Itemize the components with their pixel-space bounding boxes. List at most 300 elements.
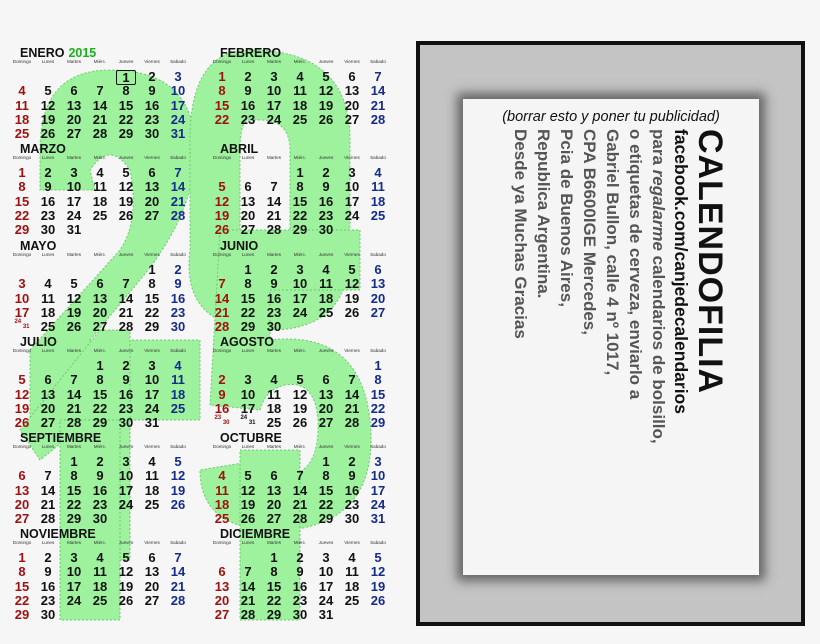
day-cell: 28 bbox=[292, 511, 308, 527]
weekday-header: Jueves bbox=[118, 444, 134, 449]
day-cell: 27 bbox=[144, 207, 160, 223]
weekday-header: Domingo bbox=[12, 252, 32, 257]
day-cell: 28 bbox=[266, 222, 282, 238]
day-cell: 2 bbox=[218, 372, 226, 388]
weekday-header: Martes bbox=[266, 348, 282, 353]
day-cell: 9 bbox=[270, 276, 278, 292]
message-line-2: o etiquetas de cerveza, enviarlo a bbox=[626, 129, 645, 400]
day-cell: 29 bbox=[92, 415, 108, 431]
day-cell: 9 bbox=[218, 386, 226, 402]
card-title: CALENDOFILIA bbox=[691, 129, 729, 395]
day-cell: 22 bbox=[144, 304, 160, 320]
day-cell: 1 bbox=[218, 69, 226, 84]
day-cell: 29 bbox=[118, 126, 134, 142]
day-cell: 6 bbox=[348, 69, 356, 84]
day-cell: 18 bbox=[92, 193, 108, 209]
day-cell: 26 bbox=[214, 222, 230, 238]
day-cell: 8 bbox=[218, 83, 226, 99]
day-cell: 2 bbox=[270, 262, 278, 277]
day-cell: 8 bbox=[122, 83, 130, 99]
weekday-header: Sabado bbox=[370, 252, 386, 257]
day-cell: 10 bbox=[240, 386, 256, 402]
day-cell: 3 bbox=[348, 165, 356, 180]
weekday-header: Jueves bbox=[318, 540, 334, 545]
day-cell: 30 bbox=[292, 607, 308, 623]
day-cell: 13 bbox=[40, 386, 56, 402]
day-cell: 6 bbox=[44, 372, 52, 388]
day-cell: 3 bbox=[70, 165, 78, 180]
weekday-header: Jueves bbox=[118, 348, 134, 353]
day-cell: 20 bbox=[214, 592, 230, 608]
day-cell: 27 bbox=[14, 511, 30, 527]
day-cell: 4 bbox=[296, 69, 304, 84]
day-cell: 25 bbox=[40, 319, 56, 335]
day-cell: 14 bbox=[40, 482, 56, 498]
day-cell: 5 bbox=[70, 276, 78, 292]
weekday-header: Martes bbox=[66, 59, 82, 64]
day-cell: 16 bbox=[92, 482, 108, 498]
day-cell: 17 bbox=[144, 386, 160, 402]
day-cell: 18 bbox=[266, 400, 282, 416]
day-cell: 2 bbox=[148, 69, 156, 84]
day-cell: 12 bbox=[214, 193, 230, 209]
day-cell: 23 bbox=[266, 304, 282, 320]
day-cell: 16 bbox=[266, 290, 282, 306]
weekday-header: Martes bbox=[266, 155, 282, 160]
day-cell: 31 bbox=[318, 607, 334, 623]
weekday-header: Sabado bbox=[170, 59, 186, 64]
month-name bbox=[20, 142, 66, 156]
day-cell: 21 bbox=[214, 304, 230, 320]
day-cell: 6 bbox=[270, 468, 278, 484]
day-cell: 7 bbox=[374, 69, 382, 84]
day-cell: 28 bbox=[214, 319, 230, 335]
weekday-header: Miérc. bbox=[293, 59, 307, 64]
day-cell: 11 bbox=[93, 179, 107, 195]
day-cell: 23 bbox=[118, 400, 134, 416]
day-cell: 10 bbox=[170, 83, 186, 99]
day-cell: 5 bbox=[244, 468, 252, 484]
day-cell: 25 bbox=[266, 415, 282, 431]
month-label: ENERO bbox=[20, 46, 65, 60]
message-line-5: Pcia de Buenos Aires, bbox=[557, 129, 576, 307]
day-cell: 14 bbox=[240, 578, 256, 594]
weekday-header: Lunes bbox=[241, 59, 255, 64]
day-cell: 26 bbox=[240, 511, 256, 527]
weekday-header: Lunes bbox=[241, 348, 255, 353]
day-cell: 26 bbox=[118, 592, 134, 608]
month-label: DICIEMBRE bbox=[220, 527, 291, 541]
day-cell: 24 bbox=[266, 111, 282, 127]
day-cell: 22 bbox=[266, 592, 282, 608]
day-cell: 11 bbox=[145, 468, 159, 484]
day-cell: 29 bbox=[14, 607, 30, 623]
day-cell: 11 bbox=[293, 83, 307, 99]
month-label: NOVIEMBRE bbox=[20, 527, 96, 541]
day-cell: 1 bbox=[70, 454, 78, 469]
month-julio bbox=[10, 335, 200, 431]
day-cell: 12 bbox=[318, 83, 334, 99]
day-cell: 8 bbox=[18, 179, 26, 195]
month-label: JULIO bbox=[20, 335, 57, 349]
weekday-header: Sabado bbox=[370, 59, 386, 64]
weekday-header: Martes bbox=[266, 252, 282, 257]
day-cell: 10 bbox=[370, 468, 386, 484]
day-cell: 5 bbox=[122, 165, 130, 180]
day-cell: 5 bbox=[296, 372, 304, 388]
weekday-header: Domingo bbox=[12, 348, 32, 353]
day-cell: 10 bbox=[266, 83, 282, 99]
month-name bbox=[220, 527, 290, 541]
month-junio bbox=[210, 239, 400, 335]
day-cell: 29 bbox=[144, 319, 160, 335]
day-cell: 9 bbox=[174, 276, 182, 292]
day-cell: 5 bbox=[174, 454, 182, 469]
day-cell: 17 bbox=[66, 193, 82, 209]
weekday-header: Jueves bbox=[118, 155, 134, 160]
day-cell: 2 bbox=[244, 69, 252, 84]
day-cell: 5 bbox=[44, 83, 52, 99]
day-cell: 2 bbox=[44, 165, 52, 180]
day-cell: 27 bbox=[240, 222, 256, 238]
day-cell: 21 bbox=[170, 578, 186, 594]
day-cell: 20 bbox=[92, 304, 108, 320]
day-cell: 12 bbox=[118, 564, 134, 580]
day-cell: 31 bbox=[370, 511, 386, 527]
day-cell: 1 bbox=[244, 262, 252, 277]
weekday-header: Sabado bbox=[370, 540, 386, 545]
weekday-header: Domingo bbox=[212, 348, 232, 353]
day-cell: 29 bbox=[240, 319, 256, 335]
day-cell: 12 bbox=[170, 468, 186, 484]
highlighted-day-cell: 1 bbox=[116, 70, 136, 85]
day-cell: 11 bbox=[345, 564, 359, 580]
month-name bbox=[220, 431, 282, 445]
month-diciembre bbox=[210, 527, 400, 623]
day-cell: 23 bbox=[40, 592, 56, 608]
weekday-header: Jueves bbox=[318, 59, 334, 64]
weekday-header: Viernes bbox=[344, 540, 360, 545]
day-cell: 18 bbox=[40, 304, 56, 320]
day-cell: 26 bbox=[318, 111, 334, 127]
day-cell: 9 bbox=[148, 83, 156, 99]
day-cell: 18 bbox=[370, 193, 386, 209]
day-cell: 13 bbox=[240, 193, 256, 209]
weekday-header: Miérc. bbox=[293, 348, 307, 353]
day-cell: 7 bbox=[296, 468, 304, 484]
day-cell: 23 bbox=[40, 207, 56, 223]
month-abril bbox=[210, 142, 400, 238]
day-cell: 26 bbox=[66, 319, 82, 335]
day-cell: 28 bbox=[40, 511, 56, 527]
day-cell: 18 bbox=[292, 97, 308, 113]
day-cell: 18 bbox=[318, 290, 334, 306]
day-cell: 28 bbox=[170, 207, 186, 223]
day-cell: 26 bbox=[344, 304, 360, 320]
weekday-header: Domingo bbox=[12, 59, 32, 64]
day-cell: 14 bbox=[266, 193, 282, 209]
weekday-header: Domingo bbox=[212, 252, 232, 257]
day-cell: 21 bbox=[292, 496, 308, 512]
day-cell: 12 bbox=[66, 290, 82, 306]
month-label: OCTUBRE bbox=[220, 431, 282, 445]
day-cell: 7 bbox=[218, 276, 226, 292]
day-cell: 2 bbox=[44, 550, 52, 565]
day-cell: 6 bbox=[96, 276, 104, 292]
weekday-header: Sabado bbox=[170, 348, 186, 353]
day-cell: 13 bbox=[266, 482, 282, 498]
message-line-1: para regalarme calendarios de bolsillo, bbox=[649, 129, 668, 444]
weekday-header: Lunes bbox=[241, 155, 255, 160]
month-name bbox=[20, 46, 96, 60]
day-cell: 15 bbox=[144, 290, 160, 306]
day-cell: 23 bbox=[144, 111, 160, 127]
month-label: JUNIO bbox=[220, 239, 259, 253]
day-cell: 27 bbox=[214, 607, 230, 623]
day-cell: 16 bbox=[292, 578, 308, 594]
day-cell: 16 bbox=[170, 290, 186, 306]
day-cell: 1 bbox=[18, 165, 26, 180]
weekday-header: Domingo bbox=[212, 59, 232, 64]
day-cell: 16 bbox=[344, 482, 360, 498]
day-cell: 18 bbox=[14, 111, 30, 127]
day-cell: 26 bbox=[118, 207, 134, 223]
day-cell: 19 bbox=[118, 578, 134, 594]
day-cell: 21 bbox=[40, 496, 56, 512]
day-cell: 22 bbox=[214, 111, 230, 127]
day-cell: 26 bbox=[14, 415, 30, 431]
weekday-header: Viernes bbox=[344, 252, 360, 257]
day-cell: 7 bbox=[96, 83, 104, 99]
day-cell: 20 bbox=[344, 97, 360, 113]
day-cell: 8 bbox=[96, 372, 104, 388]
day-cell: 10 bbox=[118, 468, 134, 484]
weekday-header: Martes bbox=[66, 540, 82, 545]
weekday-header: Domingo bbox=[12, 444, 32, 449]
day-cell: 30 bbox=[266, 319, 282, 335]
weekday-header: Sabado bbox=[370, 444, 386, 449]
day-cell: 18 bbox=[344, 578, 360, 594]
day-cell: 23 bbox=[170, 304, 186, 320]
day-cell: 16 bbox=[144, 97, 160, 113]
day-cell: 6 bbox=[18, 468, 26, 484]
day-cell: 5 bbox=[322, 69, 330, 84]
day-cell: 29 bbox=[292, 222, 308, 238]
day-cell: 8 bbox=[322, 468, 330, 484]
day-cell: 3 bbox=[374, 454, 382, 469]
day-cell: 28 bbox=[240, 607, 256, 623]
day-cell: 14 bbox=[66, 386, 82, 402]
weekday-header: Sabado bbox=[370, 155, 386, 160]
month-label: SEPTIEMBRE bbox=[20, 431, 102, 445]
day-cell: 13 bbox=[144, 179, 160, 195]
weekday-header: Jueves bbox=[118, 252, 134, 257]
day-cell: 24 bbox=[144, 400, 160, 416]
day-cell: 25 bbox=[370, 207, 386, 223]
weekday-header: Martes bbox=[266, 540, 282, 545]
day-cell: 21 bbox=[266, 207, 282, 223]
day-cell: 24 bbox=[344, 207, 360, 223]
day-cell: 20 bbox=[240, 207, 256, 223]
day-cell: 9 bbox=[322, 179, 330, 195]
day-cell: 17 bbox=[118, 482, 134, 498]
day-cell: 25 bbox=[92, 207, 108, 223]
day-cell: 20 bbox=[318, 400, 334, 416]
day-cell: 2 bbox=[174, 262, 182, 277]
day-cell: 14 bbox=[344, 386, 360, 402]
day-cell: 24 31 bbox=[14, 319, 30, 331]
year-label: 2015 bbox=[68, 46, 97, 60]
weekday-header: Jueves bbox=[318, 444, 334, 449]
message-line-3: Gabriel Bullon, calle 4 nº 1017, bbox=[603, 129, 622, 376]
weekday-header: Viernes bbox=[144, 540, 160, 545]
day-cell: 9 bbox=[96, 468, 104, 484]
day-cell: 2 bbox=[296, 550, 304, 565]
month-febrero bbox=[210, 46, 400, 138]
day-cell: 2 bbox=[96, 454, 104, 469]
day-cell: 9 bbox=[44, 179, 52, 195]
weekday-header: Viernes bbox=[344, 444, 360, 449]
day-cell: 7 bbox=[174, 550, 182, 565]
day-cell: 22 bbox=[370, 400, 386, 416]
day-cell: 5 bbox=[122, 550, 130, 565]
day-cell: 8 bbox=[18, 564, 26, 580]
day-cell: 13 bbox=[214, 578, 230, 594]
day-cell: 30 bbox=[144, 126, 160, 142]
weekday-header: Martes bbox=[266, 444, 282, 449]
day-cell: 31 bbox=[170, 126, 186, 142]
weekday-header: Viernes bbox=[144, 348, 160, 353]
day-cell: 22 bbox=[66, 496, 82, 512]
weekday-header: Lunes bbox=[41, 540, 55, 545]
month-mayo bbox=[10, 239, 200, 335]
weekday-header: Jueves bbox=[118, 540, 134, 545]
day-cell: 24 bbox=[66, 207, 82, 223]
day-cell: 19 bbox=[370, 578, 386, 594]
month-name bbox=[220, 239, 258, 253]
day-cell: 19 bbox=[14, 400, 30, 416]
day-cell: 26 bbox=[370, 592, 386, 608]
day-cell: 10 bbox=[292, 276, 308, 292]
day-cell: 6 bbox=[244, 179, 252, 195]
day-cell: 25 bbox=[144, 496, 160, 512]
weekday-header: Martes bbox=[66, 444, 82, 449]
day-cell: 15 bbox=[14, 578, 30, 594]
day-cell: 27 bbox=[144, 592, 160, 608]
day-cell: 26 bbox=[170, 496, 186, 512]
day-cell: 10 bbox=[144, 372, 160, 388]
weekday-header: Martes bbox=[266, 59, 282, 64]
day-cell: 6 bbox=[148, 165, 156, 180]
day-cell: 7 bbox=[70, 372, 78, 388]
day-cell: 31 bbox=[66, 222, 82, 238]
weekday-header: Lunes bbox=[41, 59, 55, 64]
weekday-header: Jueves bbox=[118, 59, 134, 64]
day-cell: 29 bbox=[318, 511, 334, 527]
day-cell: 12 bbox=[370, 564, 386, 580]
day-cell: 12 bbox=[292, 386, 308, 402]
weekday-header: Domingo bbox=[12, 540, 32, 545]
day-cell: 3 bbox=[244, 372, 252, 388]
promo-placeholder-text: (borrar esto y poner tu publicidad) bbox=[502, 109, 720, 125]
day-cell: 6 bbox=[148, 550, 156, 565]
day-cell: 27 bbox=[344, 111, 360, 127]
day-cell: 1 bbox=[18, 550, 26, 565]
weekday-header: Lunes bbox=[41, 444, 55, 449]
day-cell: 30 bbox=[40, 222, 56, 238]
day-cell: 22 bbox=[92, 400, 108, 416]
day-cell: 20 bbox=[14, 496, 30, 512]
month-name bbox=[220, 335, 274, 349]
day-cell: 13 bbox=[370, 276, 386, 292]
day-cell: 28 bbox=[118, 319, 134, 335]
month-label: MARZO bbox=[20, 142, 66, 156]
day-cell: 15 bbox=[214, 97, 230, 113]
month-name bbox=[220, 46, 281, 60]
day-cell: 8 bbox=[244, 276, 252, 292]
day-cell: 2 bbox=[348, 454, 356, 469]
day-cell: 13 bbox=[318, 386, 334, 402]
day-cell: 25 bbox=[214, 511, 230, 527]
day-cell: 3 bbox=[296, 262, 304, 277]
day-cell: 19 bbox=[344, 290, 360, 306]
day-cell: 19 bbox=[40, 111, 56, 127]
day-cell: 22 bbox=[292, 207, 308, 223]
month-name bbox=[20, 527, 96, 541]
day-cell: 10 bbox=[344, 179, 360, 195]
month-septiembre bbox=[10, 431, 200, 527]
day-cell: 3 bbox=[18, 276, 26, 292]
day-cell: 19 bbox=[318, 97, 334, 113]
day-cell: 1 bbox=[270, 550, 278, 565]
weekday-header: Domingo bbox=[212, 540, 232, 545]
day-cell: 6 bbox=[70, 83, 78, 99]
day-cell: 21 bbox=[240, 592, 256, 608]
day-cell: 10 bbox=[14, 290, 30, 306]
day-cell: 14 bbox=[214, 290, 230, 306]
weekday-header: Miérc. bbox=[293, 252, 307, 257]
day-cell: 15 bbox=[292, 193, 308, 209]
day-cell: 21 bbox=[370, 97, 386, 113]
calendar-2015 bbox=[0, 0, 400, 644]
day-cell: 7 bbox=[44, 468, 52, 484]
day-cell: 17 bbox=[370, 482, 386, 498]
rotated-message bbox=[498, 129, 728, 549]
day-cell: 4 bbox=[270, 372, 278, 388]
day-cell: 1 bbox=[322, 454, 330, 469]
day-cell: 27 bbox=[92, 319, 108, 335]
day-cell: 14 bbox=[170, 564, 186, 580]
weekday-header: Jueves bbox=[318, 348, 334, 353]
day-cell: 22 bbox=[240, 304, 256, 320]
message-line-7: Desde ya Muchas Gracias bbox=[511, 129, 530, 339]
weekday-header: Lunes bbox=[241, 444, 255, 449]
day-cell: 11 bbox=[171, 372, 185, 388]
weekday-header: Jueves bbox=[318, 252, 334, 257]
day-cell: 11 bbox=[267, 386, 281, 402]
day-cell: 24 bbox=[66, 592, 82, 608]
day-cell: 29 bbox=[266, 607, 282, 623]
day-cell: 9 bbox=[122, 372, 130, 388]
day-cell: 28 bbox=[344, 415, 360, 431]
day-cell: 17 bbox=[170, 97, 186, 113]
day-cell: 23 bbox=[92, 496, 108, 512]
day-cell: 19 bbox=[214, 207, 230, 223]
day-cell: 15 bbox=[240, 290, 256, 306]
day-cell: 13 bbox=[66, 97, 82, 113]
day-cell: 25 bbox=[292, 111, 308, 127]
day-cell: 28 bbox=[66, 415, 82, 431]
